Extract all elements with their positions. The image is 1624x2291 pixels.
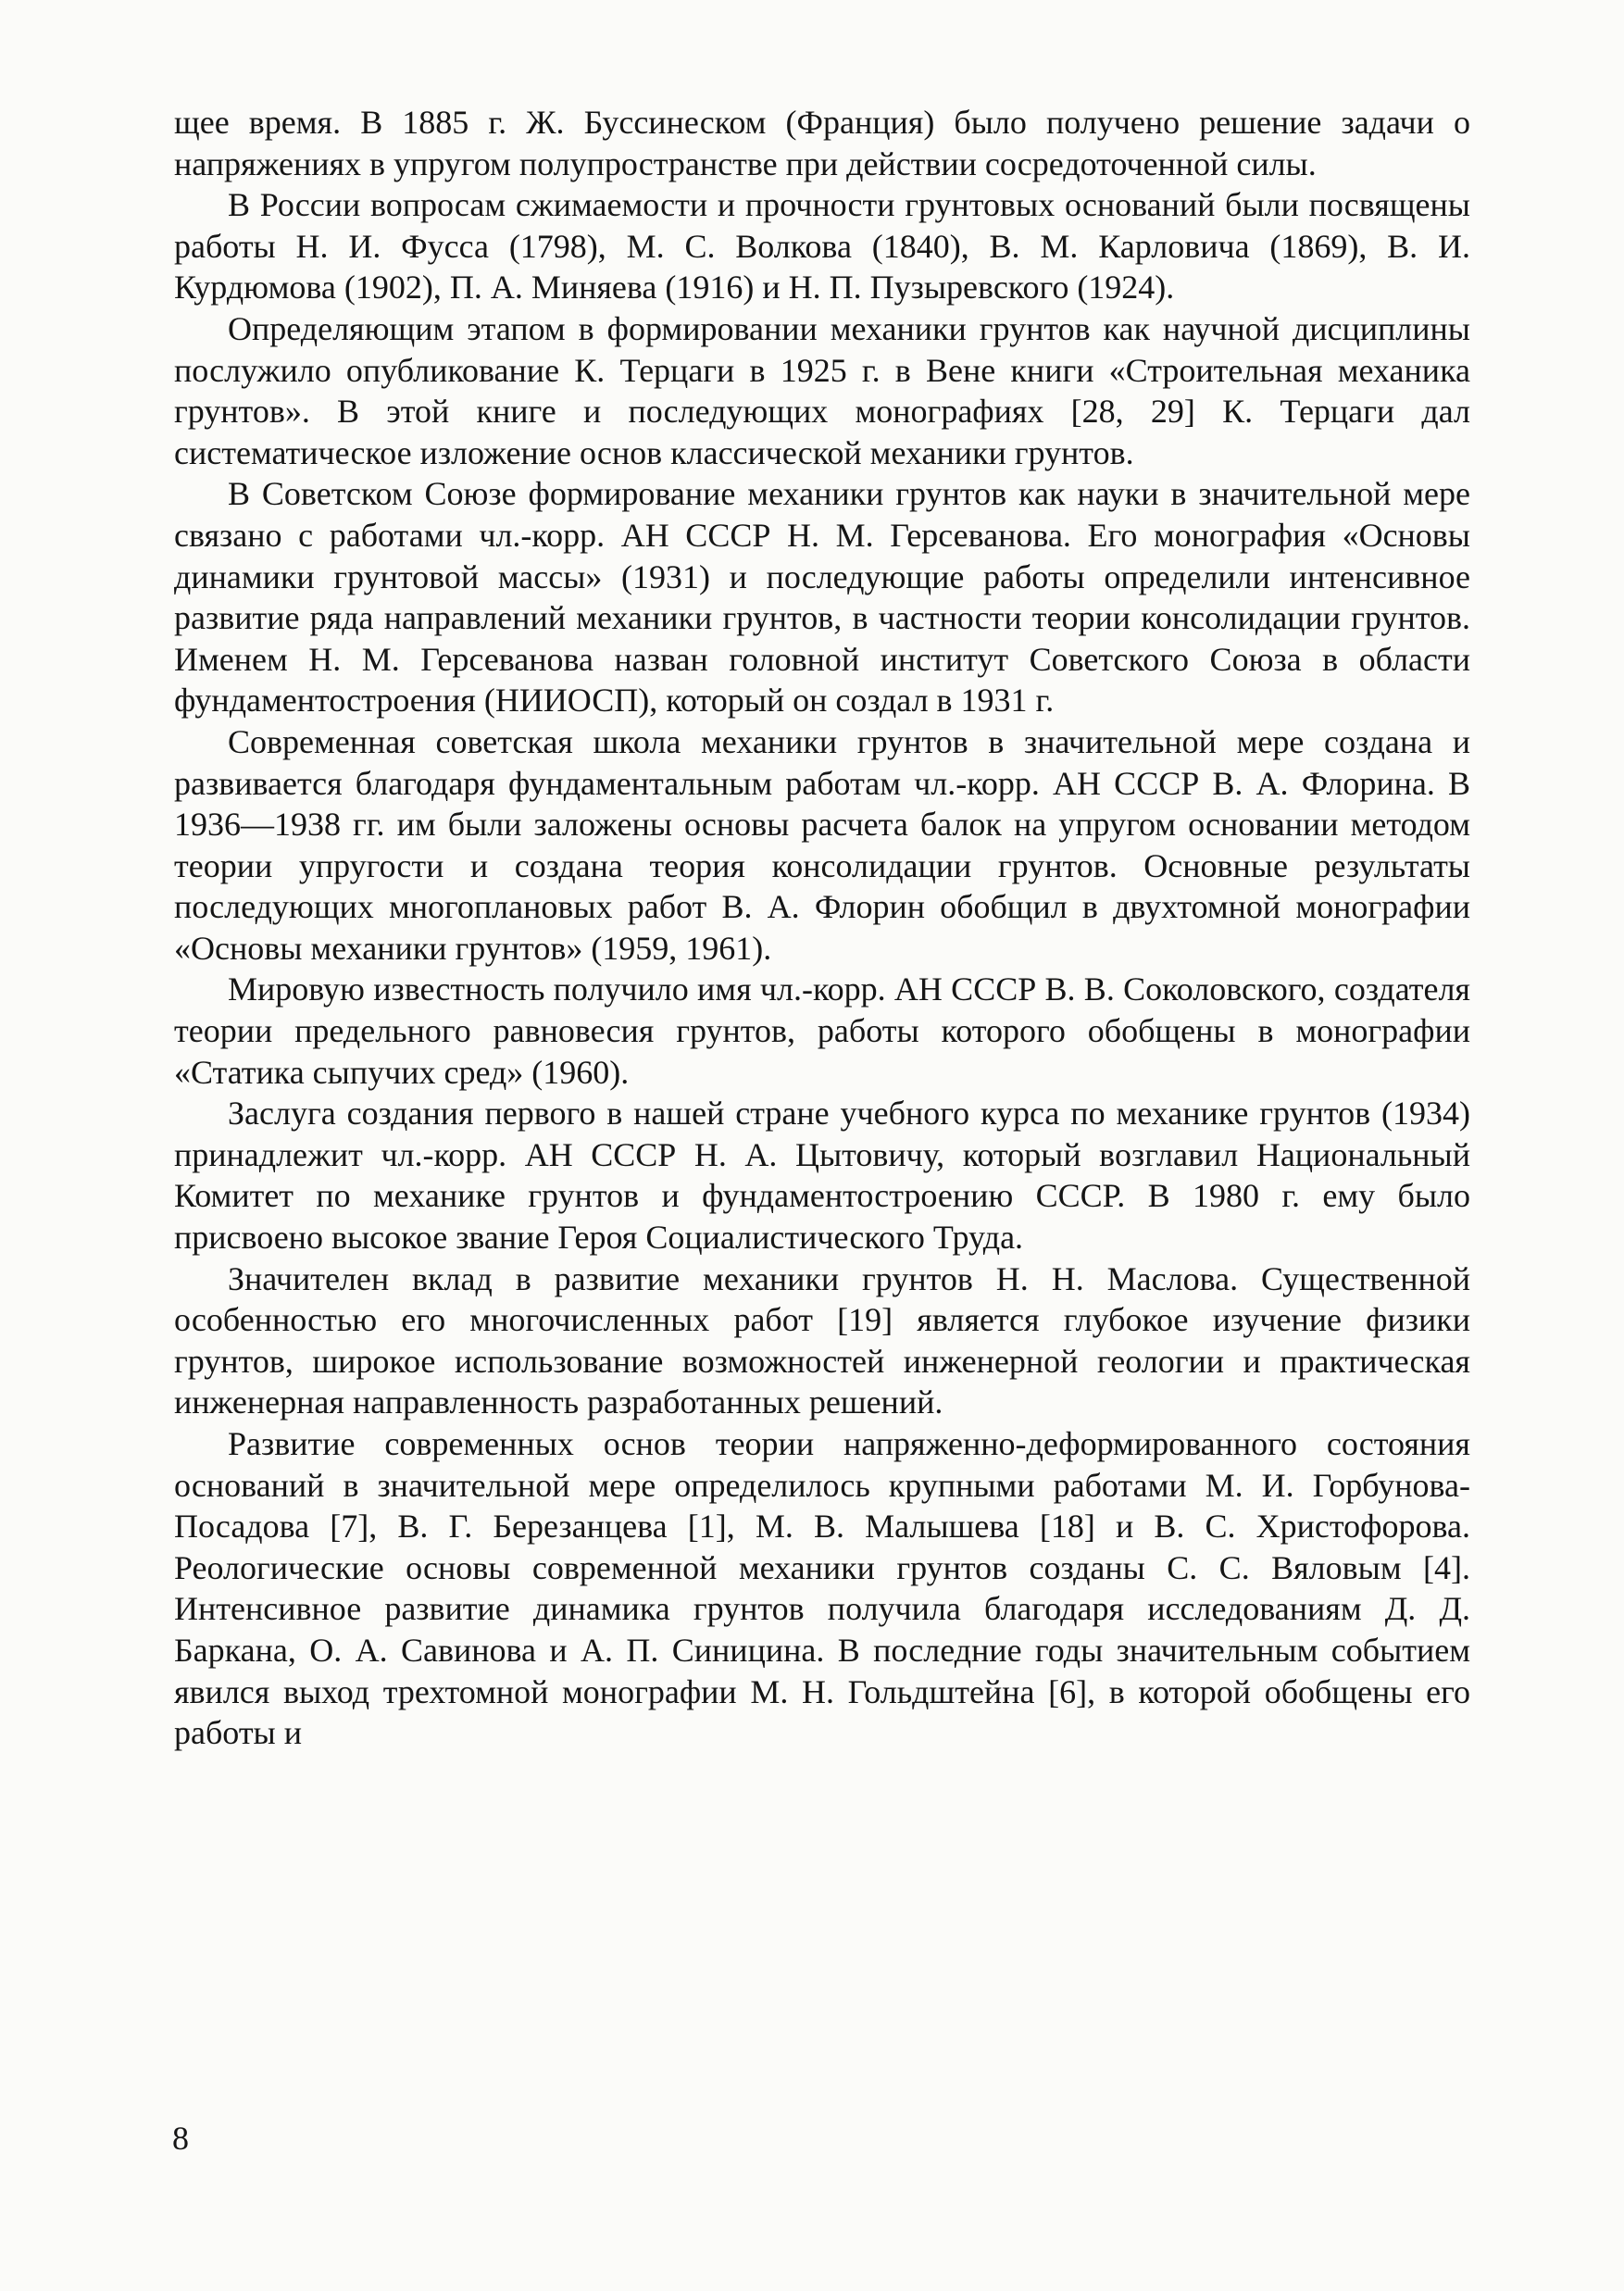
body-text (174, 102, 1470, 1754)
paragraph-1: щее время. В 1885 г. Ж. Буссинеском (Франция) было получено решение задачи о напряжениях в упругом полупространстве при действии сосредоточенной силы. (174, 104, 1470, 182)
paragraph-2: В России вопросам сжимаемости и прочности грунтовых оснований были посвящены работы Н. И. Фусса (1798), М. С. Волкова (1840), В. М. Карловича (1869), В. И. Курдюмова (1902), П. А. Миняева (1916) и Н. П. Пузыревского (1924). (174, 186, 1470, 307)
paragraph-3: Определяющим этапом в формировании механики грунтов как научной дисциплины послужило опубликование К. Терцаги в 1925 г. в Вене книги «Строительная механика грунтов». В этой книге и последующих монографиях [28, 29] К. Терцаги дал систематическое изложение основ классической механики грунтов. (174, 309, 1470, 471)
paragraph-7: Заслуга создания первого в нашей стране учебного курса по механике грунтов (1934) принадлежит чл.-корр. АН СССР Н. А. Цытовичу, который возглавил Национальный Комитет по механике грунтов и фундаментостроению СССР. В 1980 г. ему было присвоено высокое звание Героя Социалистического Труда. (174, 1095, 1470, 1257)
page-number: 8 (172, 2120, 189, 2157)
paragraph-4: В Советском Союзе формирование механики грунтов как науки в значительной мере связано с работами чл.-корр. АН СССР Н. М. Герсеванова. Его монография «Основы динамики грунтовой массы» (1931) и последующие работы определили интенсивное развитие ряда направлений механики грунтов, в частности теории консолидации грунтов. Именем Н. М. Герсеванова назван головной институт Советского Союза в области фундаментостроения (НИИОСП), который он создал в 1931 г. (174, 475, 1470, 720)
paragraph-5: Современная советская школа механики грунтов в значительной мере создана и развивается благодаря фундаментальным работам чл.-корр. АН СССР В. А. Флорина. В 1936—1938 гг. им были заложены основы расчета балок на упругом основании методом теории упругости и создана теория консолидации грунтов. Основные результаты последующих многоплановых работ В. А. Флорин обобщил в двухтомной монографии «Основы механики грунтов» (1959, 1961). (174, 722, 1470, 967)
paragraph-8: Значителен вклад в развитие механики грунтов Н. Н. Маслова. Существенной особенностью его многочисленных работ [19] является глубокое изучение физики грунтов, широкое использование возможностей инженерной геологии и практическая инженерная направленность разработанных решений. (174, 1259, 1470, 1421)
paragraph-9: Развитие современных основ теории напряженно-деформированного состояния оснований в значительной мере определилось крупными работами М. И. Горбунова-Посадова [7], В. Г. Березанцева [1], М. В. Малышева [18] и В. С. Христофорова. Реологические основы современной механики грунтов созданы С. С. Вяловым [4]. Интенсивное развитие динамика грунтов получила благодаря исследованиям Д. Д. Баркана, О. А. Савинова и А. П. Синицина. В последние годы значительным событием явился выход трехтомной монографии М. Н. Гольдштейна [6], в которой обобщены его работы и (174, 1425, 1470, 1752)
paragraph-6: Мировую известность получило имя чл.-корр. АН СССР В. В. Соколовского, создателя теории предельного равновесия грунтов, работы которого обобщены в монографии «Статика сыпучих сред» (1960). (174, 970, 1470, 1091)
